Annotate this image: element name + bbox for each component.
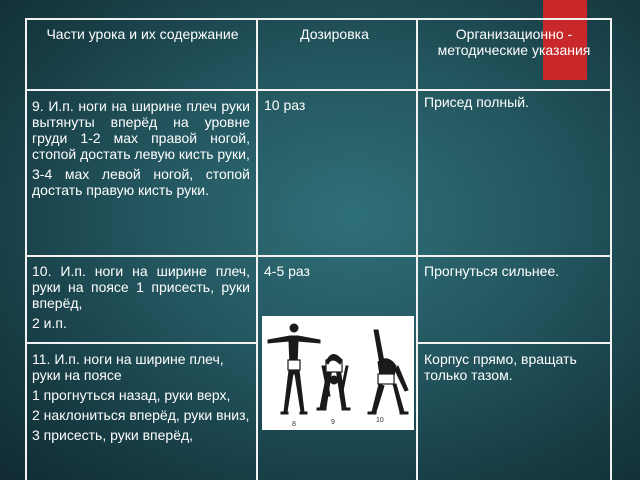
figure-label-1: 8	[292, 421, 296, 428]
row-3-line-3: 2 наклониться вперёд, руки вниз,	[32, 407, 250, 423]
table-row-divider-2-col1	[25, 342, 258, 344]
table-row-divider-2-col3	[416, 342, 612, 344]
header-method-notes: Организационно - методические указания	[437, 26, 591, 58]
figure-label-3: 10	[376, 417, 384, 424]
table-row-divider-1	[25, 255, 612, 257]
header-dosage: Дозировка	[300, 26, 369, 42]
row-2-content	[32, 263, 250, 335]
table-border-right	[610, 18, 612, 480]
row-2-dosage: 4-5 раз	[264, 263, 310, 279]
row-1-line-2: 3-4 мах левой ногой, стопой достать правую кисть руки.	[32, 166, 250, 198]
header-parts-content: Части урока и их содержание	[46, 26, 239, 42]
row-3-content	[32, 351, 250, 447]
exercise-illustration	[262, 316, 414, 430]
row-2-line-1: 10. И.п. ноги на ширине плеч, руки на поясе 1 присесть, руки вперёд,	[32, 263, 250, 311]
row-1-content	[32, 98, 250, 202]
row-3-line-4: 3 присесть, руки вперёд,	[32, 427, 194, 443]
table-divider-col1	[256, 18, 258, 480]
row-3-line-1: 11. И.п. ноги на ширине плеч, руки на поясе	[32, 351, 224, 383]
table-border-left	[25, 18, 27, 480]
exercise-figures-svg	[262, 316, 414, 430]
row-2-notes: Прогнуться сильнее.	[424, 263, 560, 279]
row-1-dosage: 10 раз	[264, 97, 306, 113]
row-3-line-2: 1 прогнуться назад, руки верх,	[32, 387, 231, 403]
figure-bending-forward	[317, 354, 350, 410]
row-3-notes: Корпус прямо, вращать только тазом.	[424, 351, 577, 383]
row-1-line-1: 9. И.п. ноги на ширине плеч руки вытянуты вперёд на уровне груди 1-2 мах правой ногой, стопой достать левую кисть руки,	[32, 98, 250, 162]
table-header-divider	[25, 89, 612, 91]
table-border-top	[25, 18, 612, 20]
figure-label-2: 9	[331, 419, 335, 426]
figure-standing-arms-out	[268, 324, 320, 414]
table-divider-col2	[416, 18, 418, 480]
row-1-notes: Присед полный.	[424, 94, 529, 110]
row-2-line-2: 2 и.п.	[32, 315, 67, 331]
figure-side-bend	[368, 330, 408, 414]
